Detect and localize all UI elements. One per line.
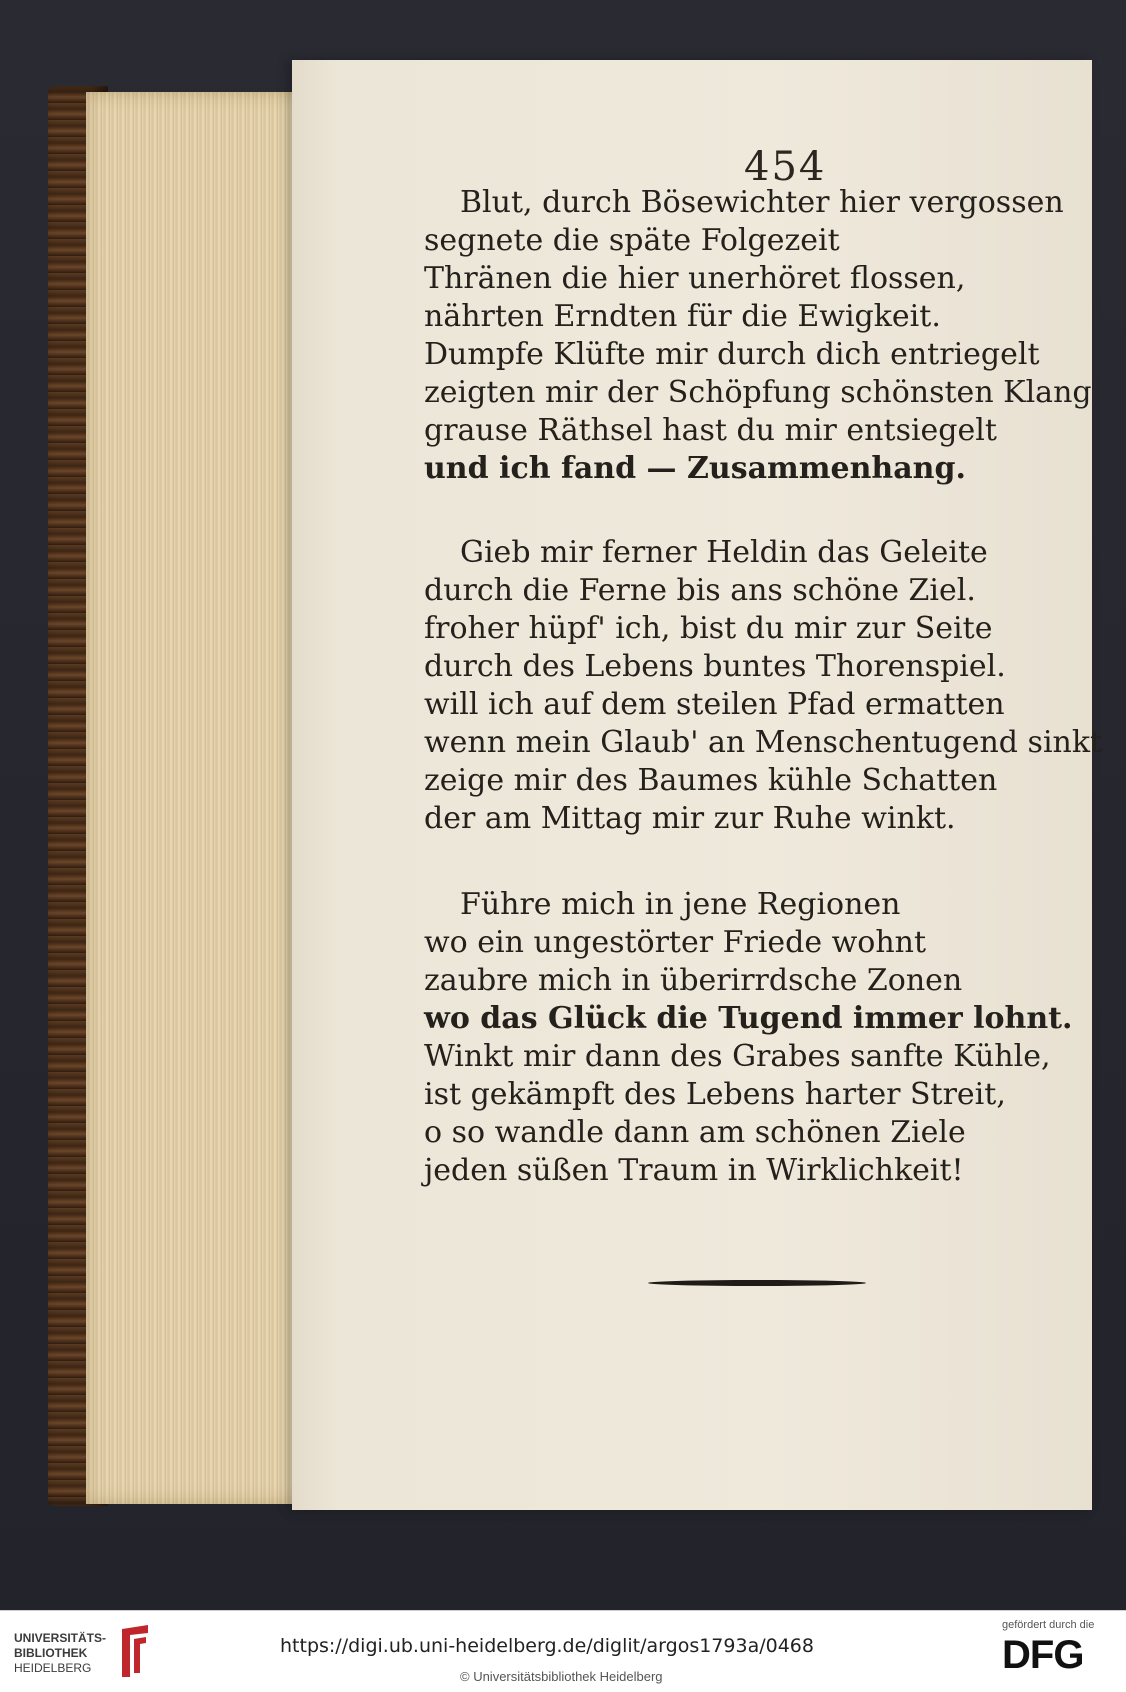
poem-line: durch die Ferne bis ans schöne Ziel. xyxy=(424,573,976,608)
funded-by-label: gefördert durch die xyxy=(1002,1619,1095,1631)
poem-line: froher hüpf' ich, bist du mir zur Seite xyxy=(424,611,993,646)
end-rule xyxy=(648,1280,866,1286)
copyright-notice: © Universitätsbibliothek Heidelberg xyxy=(460,1669,663,1684)
library-name-line-1: UNIVERSITÄTS- xyxy=(14,1631,107,1645)
poem-line: wenn mein Glaub' an Menschentugend sinkt xyxy=(424,725,1103,760)
library-logo-text xyxy=(14,1631,106,1676)
poem-line: Führe mich in jene Regionen xyxy=(460,887,901,922)
poem-line: Thränen die hier unerhöret flossen, xyxy=(424,261,966,296)
poem-line: wo ein ungestörter Friede wohnt xyxy=(424,925,927,960)
poem-line: Gieb mir ferner Heldin das Geleite xyxy=(460,535,988,570)
page-edges xyxy=(86,92,316,1504)
poem-line: ist gekämpft des Lebens harter Streit, xyxy=(424,1077,1006,1112)
poem-line: zeigten mir der Schöpfung schönsten Klang xyxy=(424,375,1092,410)
library-name-line-3: HEIDELBERG xyxy=(14,1661,92,1675)
footer-bar xyxy=(0,1610,1126,1692)
permalink-url[interactable]: https://digi.ub.uni-heidelberg.de/diglit/argos1793a/0468 xyxy=(280,1635,814,1657)
poem-line: will ich auf dem steilen Pfad ermatten xyxy=(424,687,1005,722)
poem-line: grause Räthsel hast du mir entsiegelt xyxy=(424,413,997,448)
poem-line: durch des Lebens buntes Thorenspiel. xyxy=(424,649,1006,684)
poem-line: zaubre mich in überirrdsche Zonen xyxy=(424,963,963,998)
poem-line: zeige mir des Baumes kühle Schatten xyxy=(424,763,998,798)
poem-line: segnete die späte Folgezeit xyxy=(424,223,840,258)
library-logo-icon xyxy=(118,1623,152,1679)
poem-line: und ich fand — Zusammenhang. xyxy=(424,451,966,486)
poem-line: jeden süßen Traum in Wirklichkeit! xyxy=(424,1153,964,1188)
poem-line: der am Mittag mir zur Ruhe winkt. xyxy=(424,801,956,836)
page-number: 454 xyxy=(744,144,827,190)
dfg-logo[interactable]: DFG xyxy=(1002,1633,1084,1677)
poem-line: Winkt mir dann des Grabes sanfte Kühle, xyxy=(424,1039,1051,1074)
book-page xyxy=(292,60,1103,1510)
poem-line: Dumpfe Klüfte mir durch dich entriegelt xyxy=(424,337,1040,372)
poem-line: nährten Erndten für die Ewigkeit. xyxy=(424,299,941,334)
poem-line: wo das Glück die Tugend immer lohnt. xyxy=(424,1001,1073,1036)
poem-line: Blut, durch Bösewichter hier vergossen xyxy=(460,185,1064,220)
library-name-line-2: BIBLIOTHEK xyxy=(14,1646,88,1660)
poem-line: o so wandle dann am schönen Ziele xyxy=(424,1115,966,1150)
